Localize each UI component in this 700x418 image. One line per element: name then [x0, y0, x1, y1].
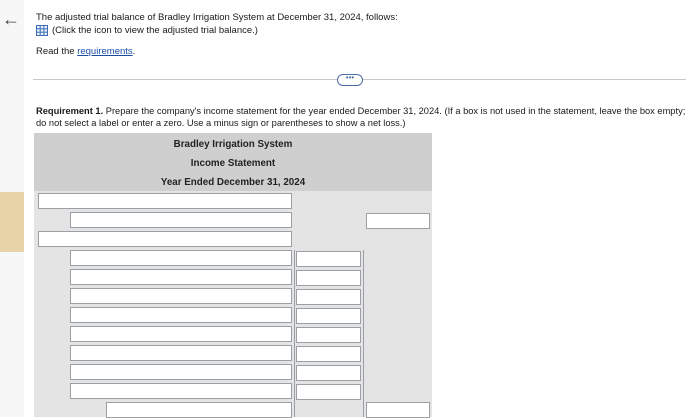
expense-amount-6[interactable]	[296, 346, 361, 362]
expense-amount-3[interactable]	[296, 289, 361, 305]
expense-amount-5[interactable]	[296, 327, 361, 343]
read-requirements	[36, 46, 135, 57]
statement-title: Income Statement	[190, 158, 276, 169]
label-select-partial[interactable]	[106, 402, 292, 418]
expense-label-1[interactable]	[70, 250, 292, 266]
expense-label-5[interactable]	[70, 326, 292, 342]
column-rule-left	[294, 250, 295, 417]
expense-amount-1[interactable]	[296, 251, 361, 267]
expense-amount-7[interactable]	[296, 365, 361, 381]
expense-label-7[interactable]	[70, 364, 292, 380]
more-dots-icon[interactable]: •••	[337, 74, 363, 86]
expense-amount-4[interactable]	[296, 308, 361, 324]
company-name: Bradley Irrigation System	[173, 139, 293, 150]
table-icon[interactable]	[36, 25, 48, 36]
icon-note: (Click the icon to view the adjusted trial balance.)	[52, 25, 258, 36]
label-select-1[interactable]	[38, 193, 292, 209]
expense-label-8[interactable]	[70, 383, 292, 399]
expense-label-2[interactable]	[70, 269, 292, 285]
read-suffix: .	[132, 46, 136, 57]
statement-period: Year Ended December 31, 2024	[160, 177, 306, 188]
expense-label-6[interactable]	[70, 345, 292, 361]
requirement-label: Requirement 1.	[36, 106, 104, 116]
amount-input-partial[interactable]	[366, 402, 430, 418]
requirements-link[interactable]: requirements	[77, 46, 133, 57]
amount-input-total[interactable]	[366, 213, 430, 229]
column-rule-right	[363, 250, 364, 417]
label-select-3[interactable]	[38, 231, 292, 247]
label-select-2[interactable]	[70, 212, 292, 228]
requirement-text	[36, 106, 686, 129]
trial-balance-note	[36, 25, 258, 36]
expense-label-3[interactable]	[70, 288, 292, 304]
intro-text: The adjusted trial balance of Bradley Irrigation System at December 31, 2024, follows:	[36, 12, 398, 23]
read-prefix: Read the	[36, 46, 75, 57]
expense-amount-2[interactable]	[296, 270, 361, 286]
expense-amount-8[interactable]	[296, 384, 361, 400]
expense-label-4[interactable]	[70, 307, 292, 323]
question-marker	[0, 192, 24, 252]
back-arrow-icon[interactable]: ←	[2, 9, 20, 29]
requirement-body: Prepare the company's income statement for the year ended December 31, 2024. (If a box is not used in the statement, leave the box empty; do not select a label or enter a zero. Use a minus sign or parentheses to show a net loss.)	[36, 106, 686, 128]
